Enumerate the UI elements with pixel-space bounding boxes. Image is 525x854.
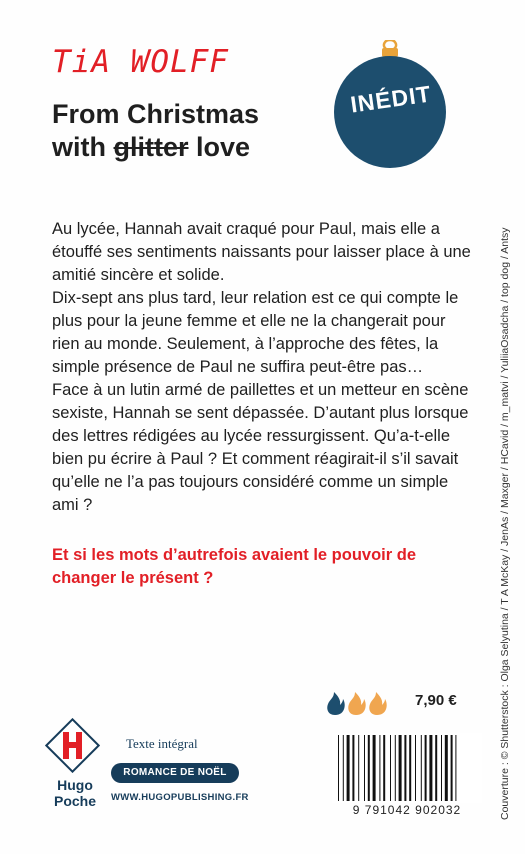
hugo-logo-icon (45, 718, 100, 773)
spice-rating-flames (325, 690, 390, 716)
synopsis-paragraph: Face à un lutin armé de paillettes et un metteur en scène sexiste, Hannah se sent dépassée. D’autant plus lorsque des lettres rédigées au lycée ressurgissent. Qu’a-t-elle bien pu écrire à Paul ? Et comment réagirait-il s’il savait qu’elle ne l’a pas toujours considéré comme un simple ami ? (52, 381, 469, 514)
barcode-bars (332, 733, 482, 803)
synopsis-paragraph: Dix-sept ans plus tard, leur relation est ce qui compte le plus pour la jeune femme et elle ne la changerait pour rien au monde. Seulement, à l’approche des fêtes, la simple présence de Paul ne suffira peut-être pas… (52, 289, 459, 376)
publisher-logo-text (45, 777, 105, 809)
title-line-2 (52, 131, 259, 164)
barcode-bar (441, 735, 442, 801)
barcode-bar (395, 735, 396, 801)
barcode-bar (379, 735, 380, 801)
flame-icon-empty (348, 692, 365, 715)
author-name: TiA WOLFF (52, 44, 229, 80)
title-word-with: with (52, 132, 106, 162)
barcode-bar (404, 735, 406, 801)
cover-credits: Couverture : © Shutterstock : Olga Selyutina / T A McKay / JenAs / Maxger / HCavid / m_matvi / YuliiaOsadcha / top dog / Antsy (499, 227, 511, 820)
barcode-bar (421, 735, 422, 801)
barcode-bar (435, 735, 437, 801)
barcode-bar (338, 735, 339, 801)
barcode-bar (425, 735, 427, 801)
collection-pill: ROMANCE DE NOËL (111, 763, 239, 783)
barcode-bar (399, 735, 402, 801)
barcode-bar (352, 735, 354, 801)
barcode-bar (358, 735, 359, 801)
tagline: Et si les mots d’autrefois avaient le pouvoir de changer le présent ? (52, 546, 417, 587)
book-title (52, 98, 259, 164)
barcode-bar (373, 735, 376, 801)
format-label: Texte intégral (126, 736, 198, 751)
barcode-bar (383, 735, 385, 801)
synopsis-paragraph: Au lycée, Hannah avait craqué pour Paul, mais elle a étouffé ses sentiments naissants pour laisser place à une amitié sincère et solide. (52, 220, 471, 284)
title-line-1: From Christmas (52, 99, 260, 129)
barcode-bar (415, 735, 416, 801)
barcode-bar (451, 735, 453, 801)
barcode (332, 733, 482, 803)
barcode-bar (390, 735, 391, 801)
barcode-bar (343, 735, 344, 801)
barcode-bar (364, 735, 365, 801)
barcode-bar (368, 735, 370, 801)
flame-icon-empty (369, 692, 386, 715)
price: 7,90 € (415, 692, 457, 709)
title-strikethrough-word: glitter (113, 132, 189, 162)
logo-line-hugo: Hugo (57, 777, 93, 793)
barcode-number: 9 791042 902032 (352, 803, 462, 817)
barcode-bar (455, 735, 456, 801)
synopsis (52, 218, 472, 517)
publisher-website: WWW.HUGOPUBLISHING.FR (111, 792, 249, 803)
barcode-bar (409, 735, 411, 801)
barcode-bar (445, 735, 448, 801)
title-word-love: love (196, 132, 251, 162)
barcode-bar (429, 735, 432, 801)
flame-icon-filled (327, 692, 344, 715)
barcode-bar (347, 735, 350, 801)
logo-line-poche: Poche (53, 793, 96, 809)
inedit-badge: INÉDIT (348, 80, 434, 118)
